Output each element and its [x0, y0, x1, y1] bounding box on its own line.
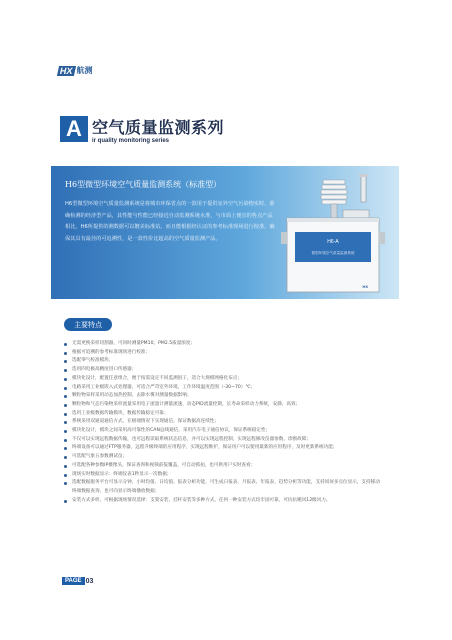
list-item: 选用四电极高精度进口传感器；	[64, 366, 384, 375]
section-letter-badge: A	[60, 116, 88, 142]
list-item: 安装方式多样，可根据现场情况选择：支架安装、挂杆安装等多种方式，任何一种安装方式均牢固可靠，可抗抗飓风12级风力。	[64, 497, 384, 506]
list-item: 根据可追溯的参考标准现场进行校准；	[64, 349, 384, 358]
list-item: 可选配气象五参数测试仪；	[64, 453, 384, 462]
page-subtitle: ir quality monitoring series	[92, 138, 170, 144]
list-item: 电路采用工业级嵌入式处理器，可适合严苛室外环境，工作环境温度范围（-30~70）℃；	[64, 384, 384, 393]
device-brand: HX	[362, 284, 368, 289]
device-mast	[331, 204, 337, 218]
list-item: 选配数据服务平台可显示分钟、小时均值、日均值、报表分析功能，可生成日报表、月报表、年报表、趋势分析等功能，支持同屏多点位显示，支持移动终端数据查询，也可向显示终端播放数据；	[64, 479, 384, 496]
monitoring-device-image	[273, 170, 393, 298]
list-item: 无需更换采样切割器，可同时测量PM10、PM2.5质量浓度；	[64, 340, 384, 349]
list-item: 系统采用双通道通信方式，在极端情况下实现通信，保证数据高连续性；	[64, 418, 384, 427]
product-description: H6型微型环境空气质量监测系统是将城市环保省点的一款用于提供室外空气污染物实时、准确检测的经济型产品，其性能与性能已经接近自动监测系统水准，与市面上便宜的售点产品相比，H6所提供的测数据可以媲美标准站。而且能根据经认证的参考标准现场进行校准，确保其具有最佳的可追溯性，是一款性价比超高的空气质量监测产品。	[65, 201, 275, 242]
list-item: 终端设备可以通过FTP服务器，远程升级终端的应用程序，实现远程维护，保证用户可以使用最新的应用程序，及时更新系统功能；	[64, 444, 384, 453]
features-heading: 主要特点	[64, 318, 112, 331]
list-item: 现场实时数据显示：终端仪表1秒显示一次数据；	[64, 471, 384, 480]
list-item: 可选配各种参数IP摄像头，保证查询和视频前报覆盖，可自动抓拍，也可供用户实时查看；	[64, 462, 384, 471]
list-item: 选配零气校准模块；	[64, 357, 384, 366]
list-item: 模块化设计，配置任意组合，便于按需设定不同监测因子，适合大规模网格化布点；	[64, 375, 384, 384]
sampling-inlet	[361, 176, 366, 202]
logo-mark: HX	[58, 65, 74, 76]
device-label-panel	[295, 232, 371, 262]
features-list	[64, 340, 384, 505]
list-item: 颗粒物采样采用动态加热控制，去除水雾对测量数据影响；	[64, 392, 384, 401]
device-caption: 微型环境空气质量监测系统	[311, 251, 355, 255]
product-banner	[51, 166, 399, 299]
page-number: 03	[85, 577, 94, 585]
device-model-label: H6-A	[327, 239, 339, 245]
list-item: 不仅可以实现远程数据传输，也可远程读取系统状态信息，并可以实现远程控制，实现远程修改仪器参数、诊断故障；	[64, 436, 384, 445]
list-item: 选用工业级数据传输模块，数据传输稳定可靠；	[64, 410, 384, 419]
list-item: 模块化设计，模块之间采用高可靠性的CAN总线通信，采用汽车电子通信协议，保证系统稳定性；	[64, 427, 384, 436]
company-logo	[58, 65, 93, 76]
list-item: 颗粒物和气态污染物采样流量采用电子流量计测量流速，动态PID流量控制，长寿命采样动力系统，安静、高效；	[64, 401, 384, 410]
logo-text: 航测	[76, 66, 93, 75]
page-word: PAGE	[62, 577, 85, 585]
radiation-shield	[321, 180, 347, 204]
page-number-tag	[62, 577, 93, 585]
page-title: 空气质量监测系列	[92, 118, 225, 137]
product-title: H6型微型环境空气质量监测系统（标准型）	[65, 180, 222, 189]
